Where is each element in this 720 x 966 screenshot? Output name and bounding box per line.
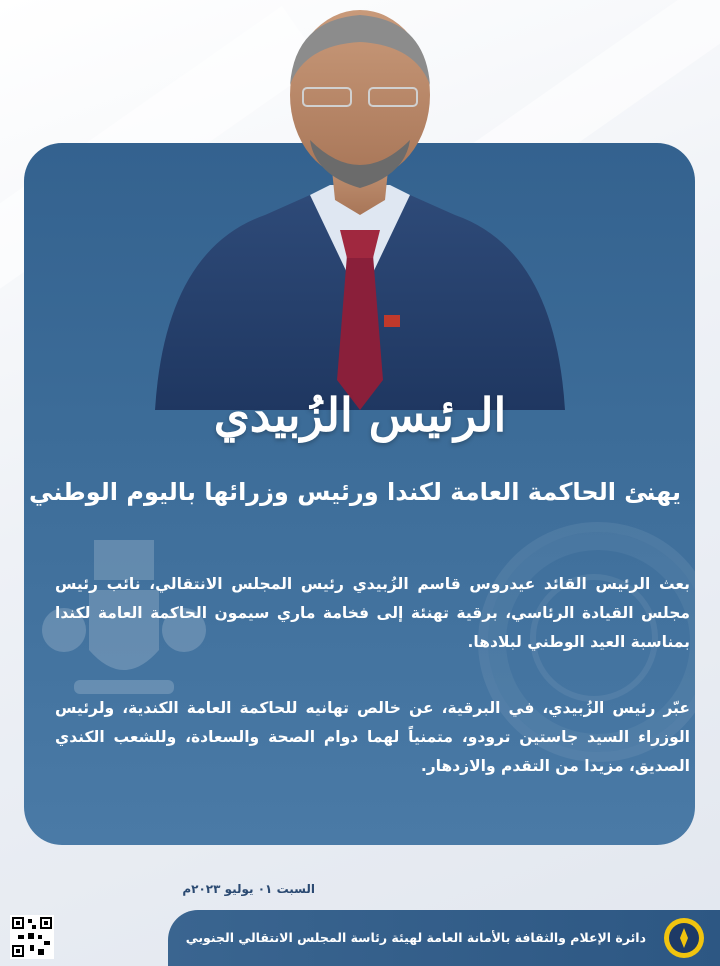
council-emblem-icon <box>662 916 706 960</box>
portrait-image <box>135 0 585 410</box>
footer-text: دائرة الإعلام والثقافة بالأمانة العامة لهيئة رئاسة المجلس الانتقالي الجنوبي <box>185 930 646 945</box>
headline-subtitle: يهنئ الحاكمة العامة لكندا ورئيس وزرائها باليوم الوطني <box>29 478 681 506</box>
body-paragraph-2: عبّر رئيس الزُبيدي، في البرقية، عن خالص تهانيه للحاكمة العامة الكندية، ولرئيس الوزراء السيد جاستين ترودو، متمنياً لهما دوام الصحة والسعادة، وللشعب الكندي الصديق، مزيدا من التقدم والازدهار. <box>55 699 690 775</box>
footer-bar <box>168 910 720 966</box>
qr-code-icon[interactable] <box>10 915 54 959</box>
body-paragraph-1: بعث الرئيس القائد عيدروس قاسم الزُبيدي رئيس المجلس الانتقالي، نائب رئيس مجلس القيادة الرئاسي، برقية تهنئة إلى فخامة ماري سيمون الحاكمة العامة لكندا بمناسبة العيد الوطني لبلادها. <box>55 575 690 651</box>
publish-date: السبت ٠١ يوليو ٢٠٢٣م <box>182 882 315 896</box>
headline-title: الرئيس الزُبيدي <box>213 388 507 442</box>
